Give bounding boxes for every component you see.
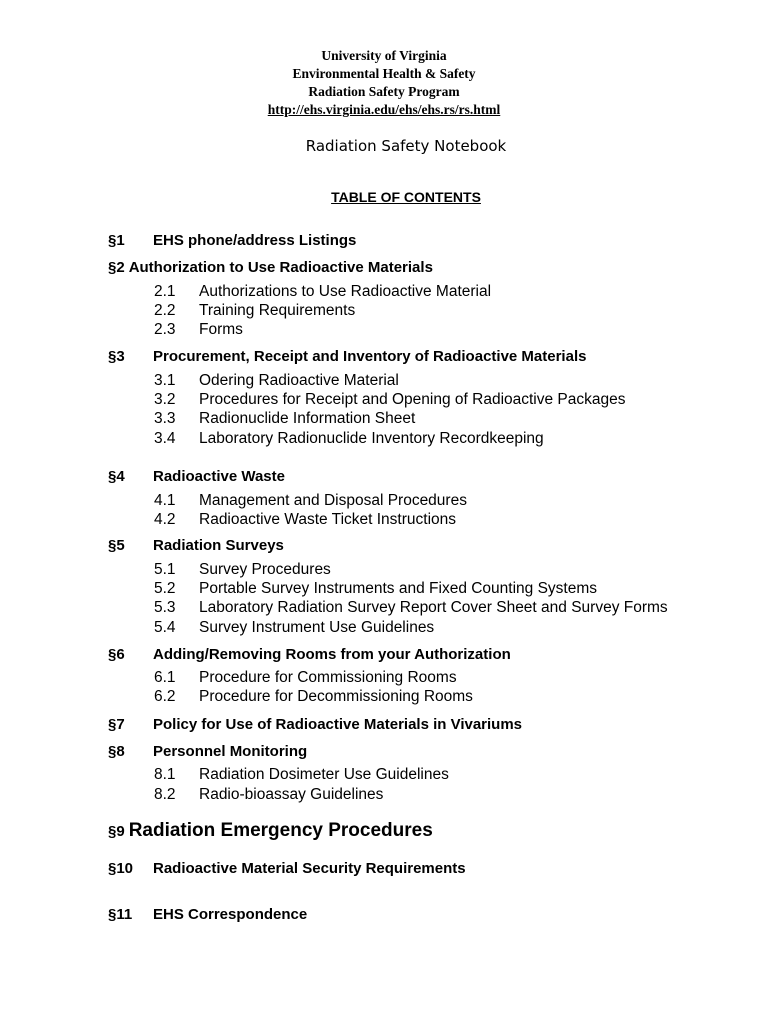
item-title: Procedure for Commissioning Rooms — [199, 669, 457, 686]
section-number: §4 — [108, 468, 125, 485]
toc-section-11 — [108, 906, 307, 923]
toc-item-6-2 — [154, 688, 473, 706]
toc-section-8 — [108, 743, 307, 760]
section-title: Procurement, Receipt and Inventory of Radioactive Materials — [153, 348, 587, 365]
toc-section-5 — [108, 537, 284, 554]
section-title: Radiation Surveys — [153, 537, 284, 554]
section-title: Authorization to Use Radioactive Materials — [128, 259, 433, 276]
section-number: §9 — [108, 823, 125, 840]
section-title: EHS Correspondence — [153, 906, 308, 923]
department-name: Environmental Health & Safety — [292, 66, 476, 81]
item-title: Radioactive Waste Ticket Instructions — [199, 511, 456, 528]
toc-item-4-1 — [154, 492, 467, 510]
toc-item-6-1 — [154, 669, 457, 687]
item-title: Authorizations to Use Radioactive Material — [199, 283, 492, 300]
document-header — [0, 47, 768, 119]
item-title: Survey Procedures — [199, 561, 331, 578]
item-number: 6.1 — [154, 669, 176, 686]
item-number: 5.1 — [154, 561, 176, 578]
toc-section-3 — [108, 348, 586, 365]
section-number: §7 — [108, 716, 125, 733]
toc-section-10 — [108, 860, 466, 877]
program-url-link[interactable]: http://ehs.virginia.edu/ehs/ehs.rs/rs.html — [267, 102, 501, 117]
item-number: 5.2 — [154, 580, 176, 597]
item-number: 3.1 — [154, 372, 176, 389]
toc-section-9 — [108, 820, 433, 842]
toc-item-8-1 — [154, 766, 449, 784]
item-title: Training Requirements — [199, 302, 356, 319]
section-title: EHS phone/address Listings — [153, 232, 357, 249]
item-title: Radiation Dosimeter Use Guidelines — [199, 766, 449, 783]
toc-item-2-2 — [154, 302, 355, 320]
toc-item-2-3 — [154, 321, 243, 339]
toc-section-1 — [108, 232, 356, 249]
section-number: §3 — [108, 348, 125, 365]
toc-item-2-1 — [154, 283, 491, 301]
item-number: 4.1 — [154, 492, 176, 509]
toc-heading: TABLE OF CONTENTS — [331, 189, 481, 205]
item-title: Survey Instrument Use Guidelines — [199, 619, 435, 636]
toc-item-3-2 — [154, 391, 626, 409]
section-title: Radiation Emergency Procedures — [128, 820, 433, 841]
section-title: Policy for Use of Radioactive Materials in Vivariums — [153, 716, 523, 733]
item-number: 3.2 — [154, 391, 176, 408]
section-number: §6 — [108, 646, 125, 663]
toc-item-5-2 — [154, 580, 597, 598]
toc-item-3-4 — [154, 430, 544, 448]
item-title: Portable Survey Instruments and Fixed Counting Systems — [199, 580, 598, 597]
item-title: Radionuclide Information Sheet — [199, 410, 416, 427]
item-number: 2.3 — [154, 321, 176, 338]
toc-section-7 — [108, 716, 522, 733]
item-title: Procedures for Receipt and Opening of Radioactive Packages — [199, 391, 626, 408]
section-title: Radioactive Material Security Requirements — [153, 860, 466, 877]
program-name: Radiation Safety Program — [308, 84, 460, 99]
item-number: 8.1 — [154, 766, 176, 783]
item-number: 2.2 — [154, 302, 176, 319]
section-title: Personnel Monitoring — [153, 743, 308, 760]
item-number: 6.2 — [154, 688, 176, 705]
toc-item-5-3 — [154, 599, 668, 617]
section-title: Radioactive Waste — [153, 468, 285, 485]
item-title: Procedure for Decommissioning Rooms — [199, 688, 473, 705]
item-title: Odering Radioactive Material — [199, 372, 399, 389]
university-name: University of Virginia — [321, 48, 447, 63]
toc-item-5-1 — [154, 561, 331, 579]
item-number: 3.3 — [154, 410, 176, 427]
section-number: §10 — [108, 860, 134, 877]
item-number: 4.2 — [154, 511, 176, 528]
section-number: §1 — [108, 232, 125, 249]
item-number: 3.4 — [154, 430, 176, 447]
toc-item-4-2 — [154, 511, 456, 529]
item-number: 5.3 — [154, 599, 176, 616]
item-number: 8.2 — [154, 786, 176, 803]
item-title: Forms — [199, 321, 243, 338]
toc-section-2 — [108, 259, 433, 276]
toc-item-8-2 — [154, 786, 383, 804]
item-title: Management and Disposal Procedures — [199, 492, 467, 509]
toc-item-3-1 — [154, 372, 399, 390]
section-title: Adding/Removing Rooms from your Authorization — [153, 646, 511, 663]
item-number: 5.4 — [154, 619, 176, 636]
notebook-title: Radiation Safety Notebook — [305, 137, 507, 155]
toc-section-6 — [108, 646, 511, 663]
section-number: §5 — [108, 537, 125, 554]
toc-item-3-3 — [154, 410, 415, 428]
item-title: Radio-bioassay Guidelines — [199, 786, 384, 803]
toc-item-5-4 — [154, 619, 434, 637]
item-number: 2.1 — [154, 283, 176, 300]
item-title: Laboratory Radionuclide Inventory Recordkeeping — [199, 430, 544, 447]
section-number: §11 — [108, 906, 133, 923]
section-number: §2 — [108, 259, 125, 276]
item-title: Laboratory Radiation Survey Report Cover Sheet and Survey Forms — [199, 599, 668, 616]
section-number: §8 — [108, 743, 125, 760]
toc-section-4 — [108, 468, 285, 485]
